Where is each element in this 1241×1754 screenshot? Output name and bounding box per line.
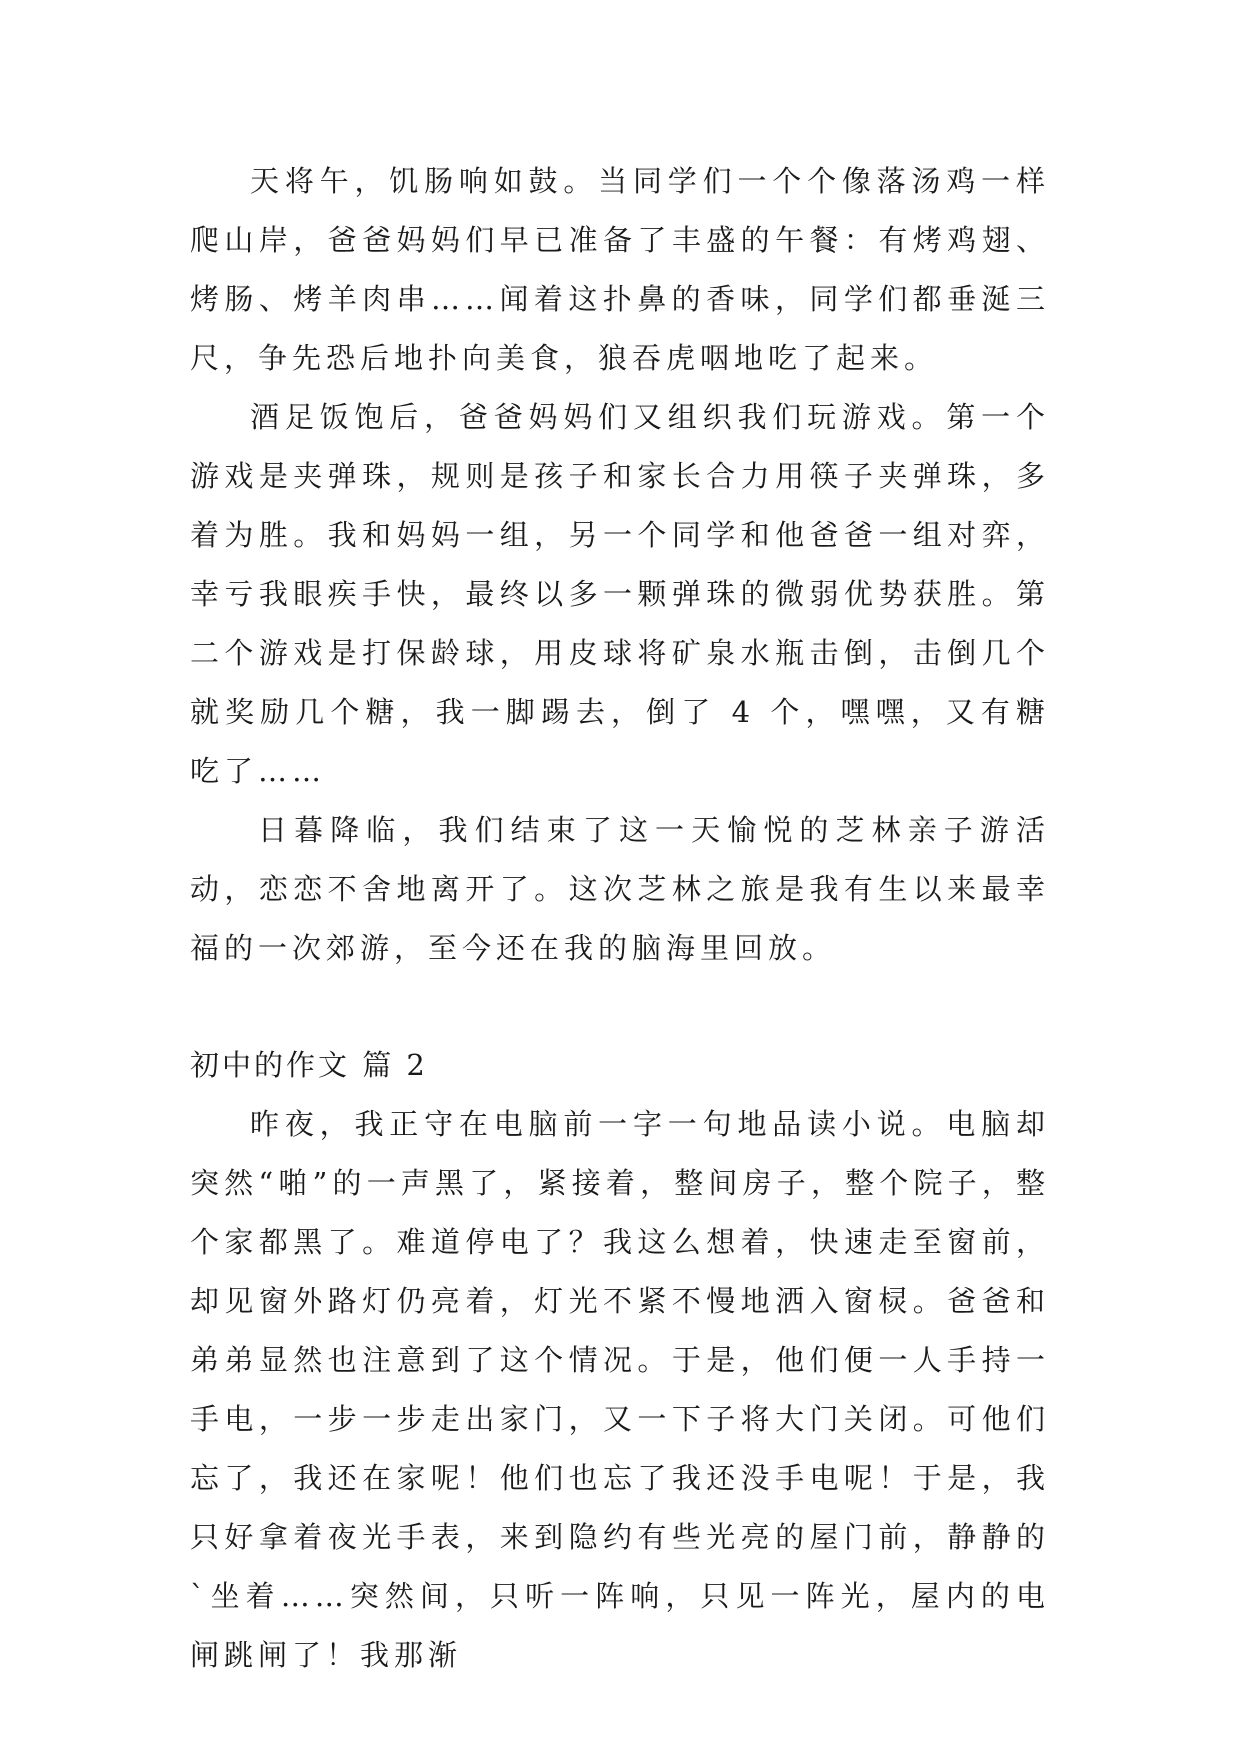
paragraph-games: 酒足饭饱后，爸爸妈妈们又组织我们玩游戏。第一个游戏是夹弹珠，规则是孩子和家长合力用筷子夹弹珠，多着为胜。我和妈妈一组，另一个同学和他爸爸一组对弈，幸亏我眼疾手快，最终以多一颗弹珠的微弱优势获胜。第二个游戏是打保龄球，用皮球将矿泉水瓶击倒，击倒几个就奖励几个糖，我一脚踢去，倒了 4 个，嘿嘿，又有糖吃了……: [190, 400, 1050, 788]
section-heading: 初中的作文 篇 2: [190, 1048, 428, 1082]
document-page: [190, 152, 1050, 1685]
paragraph-power-outage: 昨夜，我正守在电脑前一字一句地品读小说。电脑却突然“啪”的一声黑了，紧接着，整间房子，整个院子，整个家都黑了。难道停电了？我这么想着，快速走至窗前，却见窗外路灯仍亮着，灯光不紧不慢地洒入窗棂。爸爸和弟弟显然也注意到了这个情况。于是，他们便一人手持一手电，一步一步走出家门，又一下子将大门关闭。可他们忘了，我还在家呢！他们也忘了我还没手电呢！于是，我只好拿着夜光手表，来到隐约有些光亮的屋门前，静静的`坐着……突然间，只听一阵响，只见一阵光，屋内的电闸跳闸了！我那渐: [190, 1107, 1050, 1672]
paragraph-sunset: 日暮降临，我们结束了这一天愉悦的芝林亲子游活动，恋恋不舍地离开了。这次芝林之旅是我有生以来最幸福的一次郊游，至今还在我的脑海里回放。: [190, 813, 1050, 965]
paragraph-lunch: 天将午，饥肠响如鼓。当同学们一个个像落汤鸡一样爬山岸，爸爸妈妈们早已准备了丰盛的午餐：有烤鸡翅、烤肠、烤羊肉串……闻着这扑鼻的香味，同学们都垂涎三尺，争先恐后地扑向美食，狼吞虎咽地吃了起来。: [190, 164, 1050, 375]
